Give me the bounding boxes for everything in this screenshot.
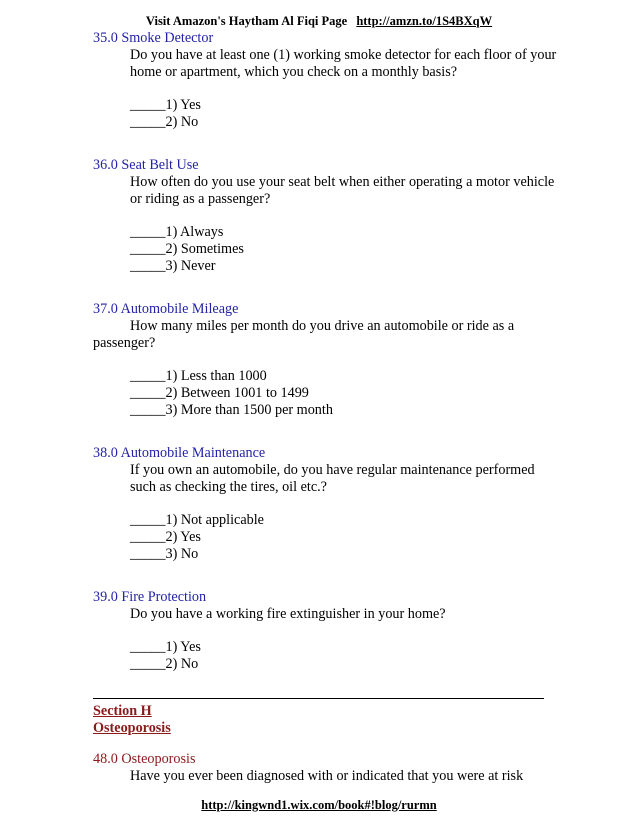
answer-options xyxy=(93,224,563,275)
question-39 xyxy=(93,589,563,673)
header-text: Visit Amazon's Haytham Al Fiqi Page xyxy=(145,14,348,28)
answer-option[interactable]: _____1) Not applicable xyxy=(130,512,264,528)
answer-option[interactable]: _____3) Never xyxy=(130,258,216,274)
question-text: Have you ever been diagnosed with or indicated that you were at risk xyxy=(130,768,524,784)
question-title: 38.0 Automobile Maintenance xyxy=(93,445,266,461)
question-title: 35.0 Smoke Detector xyxy=(93,30,214,46)
question-text: How many miles per month do you drive an automobile or ride as a passenger? xyxy=(93,318,515,351)
answer-option[interactable]: _____2) Yes xyxy=(130,529,201,545)
question-title: 37.0 Automobile Mileage xyxy=(93,301,239,317)
answer-options xyxy=(93,97,563,131)
footer-link[interactable]: http://kingwnd1.wix.com/book#!blog/rurmn xyxy=(201,798,437,812)
question-title: 39.0 Fire Protection xyxy=(93,589,207,605)
answer-option[interactable]: _____2) Sometimes xyxy=(130,241,244,257)
answer-options xyxy=(93,512,563,563)
answer-option[interactable]: _____3) More than 1500 per month xyxy=(130,402,333,418)
question-title: 36.0 Seat Belt Use xyxy=(93,157,199,173)
section-name: Osteoporosis xyxy=(93,720,171,736)
answer-option[interactable]: _____1) Always xyxy=(130,224,224,240)
question-35 xyxy=(93,30,563,131)
answer-options xyxy=(93,368,563,419)
answer-option[interactable]: _____2) Between 1001 to 1499 xyxy=(130,385,309,401)
answer-option[interactable]: _____1) Yes xyxy=(130,639,201,655)
answer-option[interactable]: _____3) No xyxy=(130,546,199,562)
question-text: How often do you use your seat belt when either operating a motor vehicle or riding as a passenger? xyxy=(130,174,555,207)
question-37 xyxy=(93,301,563,419)
question-text: Do you have a working fire extinguisher in your home? xyxy=(130,606,446,622)
header-link[interactable]: http://amzn.to/1S4BXqW xyxy=(356,14,493,28)
question-36 xyxy=(93,157,563,275)
answer-option[interactable]: _____2) No xyxy=(130,114,199,130)
answer-option[interactable]: _____1) Less than 1000 xyxy=(130,368,267,384)
section-heading xyxy=(93,703,171,737)
page-header xyxy=(0,14,638,29)
question-text: If you own an automobile, do you have regular maintenance performed such as checking the tires, oil etc.? xyxy=(130,462,535,495)
answer-options xyxy=(93,639,563,673)
section-label: Section H xyxy=(93,703,152,719)
question-text: Do you have at least one (1) working smoke detector for each floor of your home or apartment, which you check on a monthly basis? xyxy=(130,47,557,80)
answer-option[interactable]: _____2) No xyxy=(130,656,199,672)
answer-option[interactable]: _____1) Yes xyxy=(130,97,201,113)
question-title: 48.0 Osteoporosis xyxy=(93,751,196,767)
question-38 xyxy=(93,445,563,563)
section-divider xyxy=(93,698,544,699)
question-48 xyxy=(93,751,563,785)
